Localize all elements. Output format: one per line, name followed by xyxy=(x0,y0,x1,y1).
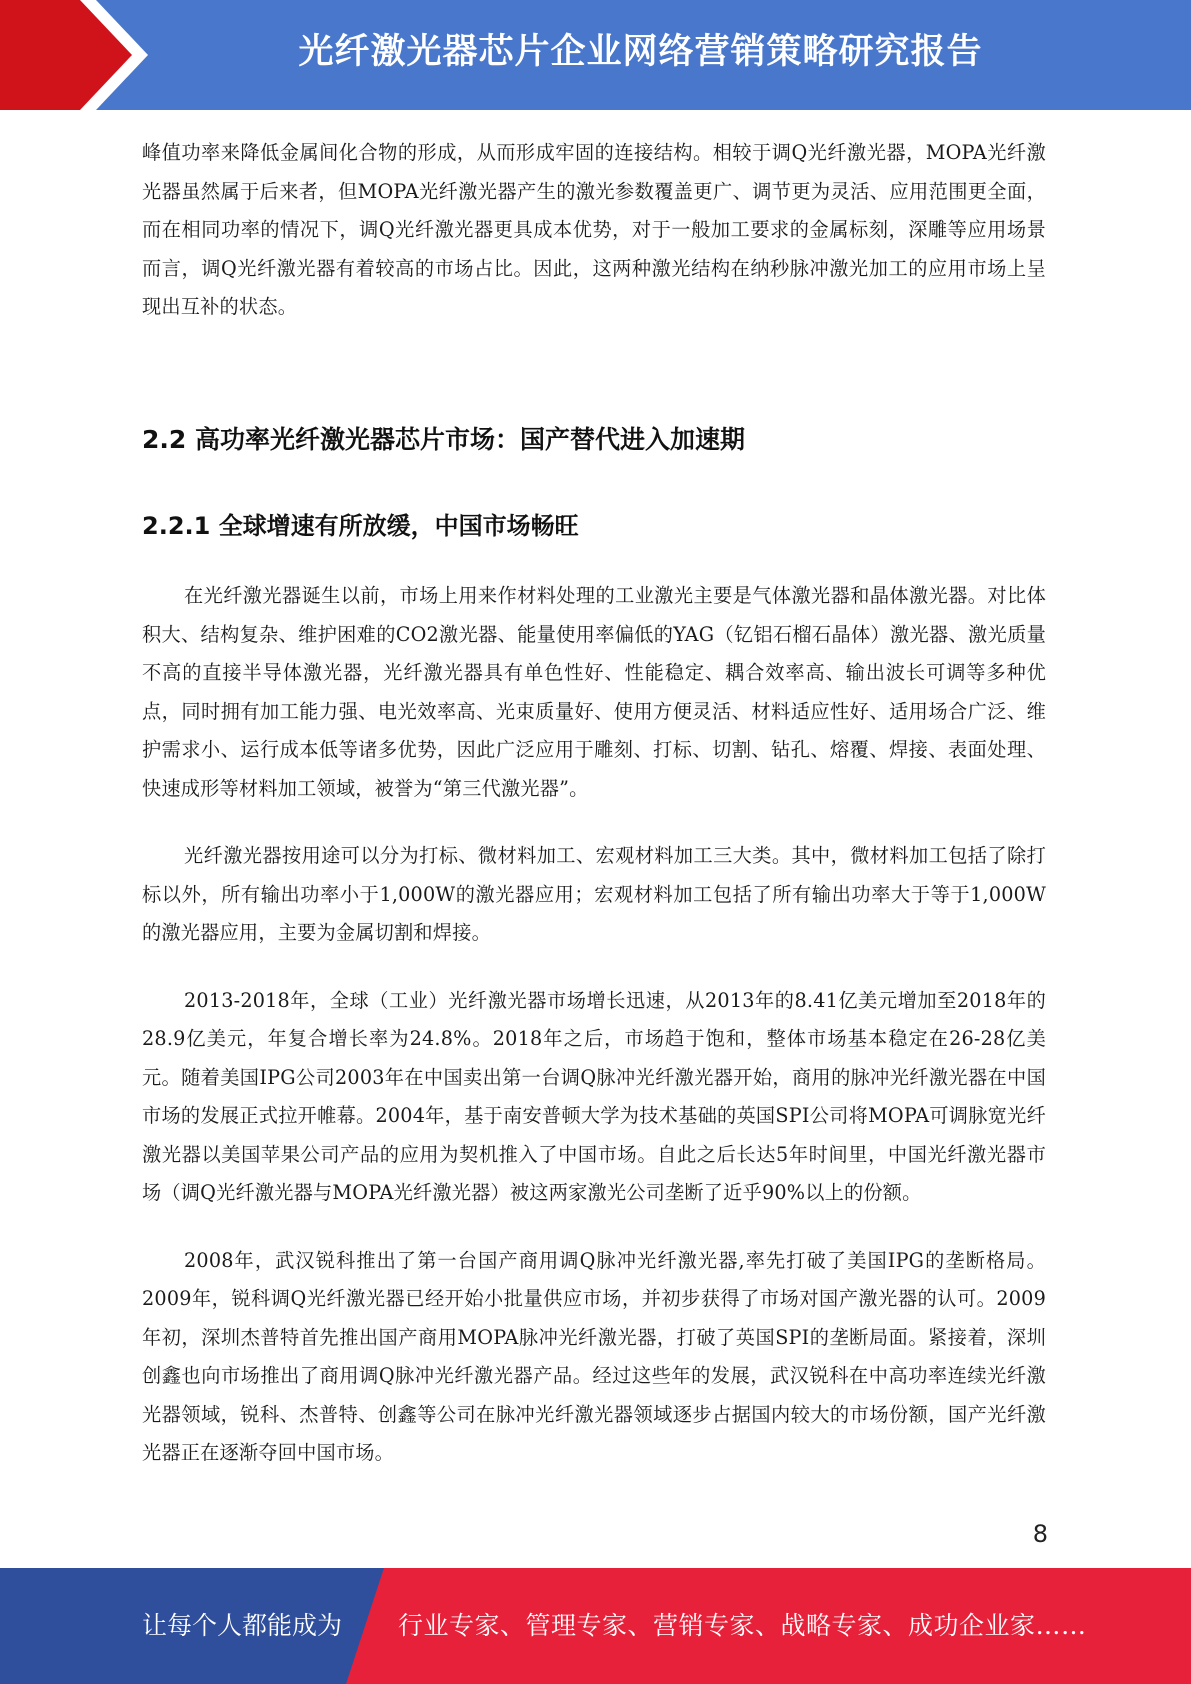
header-banner xyxy=(0,0,1191,110)
section-heading: 2.2 高功率光纤激光器芯片市场：国产替代进入加速期 xyxy=(142,425,745,454)
page-number: 8 xyxy=(1032,1520,1048,1548)
footer-slogan-right: 行业专家、管理专家、营销专家、战略专家、成功企业家…… xyxy=(398,1611,1087,1640)
footer-banner xyxy=(0,1568,1191,1684)
body-paragraph: 在光纤激光器诞生以前，市场上用来作材料处理的工业激光主要是气体激光器和晶体激光器。对比体积大、结构复杂、维护困难的CO2激光器、能量使用率偏低的YAG（钇铝石榴石晶体）激光器、激光质量不高的直接半导体激光器，光纤激光器具有单色性好、性能稳定、耦合效率高、输出波长可调等多种优点，同时拥有加工能力强、电光效率高、光束质量好、使用方便灵活、材料适应性好、适用场合广泛、维护需求小、运行成本低等诸多优势，因此广泛应用于雕刻、打标、切割、钻孔、熔覆、焊接、表面处理、快速成形等材料加工领域，被誉为“第三代激光器”。 xyxy=(142,584,1046,800)
intro-section xyxy=(142,134,1046,327)
body-paragraph: 2013-2018年，全球（工业）光纤激光器市场增长迅速，从2013年的8.41亿美元增加至2018年的28.9亿美元，年复合增长率为24.8%。2018年之后，市场趋于饱和，整体市场基本稳定在26-28亿美元。随着美国IPG公司2003年在中国卖出第一台调Q脉冲光纤激光器开始，商用的脉冲光纤激光器在中国市场的发展正式拉开帷幕。2004年，基于南安普顿大学为技术基础的英国SPI公司将MOPA可调脉宽光纤激光器以美国苹果公司产品的应用为契机推入了中国市场。自此之后长达5年时间里，中国光纤激光器市场（调Q光纤激光器与MOPA光纤激光器）被这两家激光公司垄断了近乎90%以上的份额。 xyxy=(142,988,1046,1204)
body-section xyxy=(142,577,1046,1473)
intro-paragraph: 峰值功率来降低金属间化合物的形成，从而形成牢固的连接结构。相较于调Q光纤激光器，MOPA光纤激光器虽然属于后来者，但MOPA光纤激光器产生的激光参数覆盖更广、调节更为灵活、应用范围更全面，而在相同功率的情况下，调Q光纤激光器更具成本优势，对于一般加工要求的金属标刻，深雕等应用场景而言，调Q光纤激光器有着较高的市场占比。因此，这两种激光结构在纳秒脉冲激光加工的应用市场上呈现出互补的状态。 xyxy=(142,141,1046,318)
subsection-heading: 2.2.1 全球增速有所放缓，中国市场畅旺 xyxy=(142,512,579,540)
body-paragraph: 2008年，武汉锐科推出了第一台国产商用调Q脉冲光纤激光器,率先打破了美国IPG的垄断格局。2009年，锐科调Q光纤激光器已经开始小批量供应市场，并初步获得了市场对国产激光器的认可。2009年初，深圳杰普特首先推出国产商用MOPA脉冲光纤激光器，打破了英国SPI的垄断局面。紧接着，深圳创鑫也向市场推出了商用调Q脉冲光纤激光器产品。经过这些年的发展，武汉锐科在中高功率连续光纤激光器领域，锐科、杰普特、创鑫等公司在脉冲光纤激光器领域逐步占据国内较大的市场份额，国产光纤激光器正在逐渐夺回中国市场。 xyxy=(142,1248,1046,1464)
report-title: 光纤激光器芯片企业网络营销策略研究报告 xyxy=(298,32,983,72)
body-paragraph: 光纤激光器按用途可以分为打标、微材料加工、宏观材料加工三大类。其中，微材料加工包括了除打标以外，所有输出功率小于1,000W的激光器应用；宏观材料加工包括了所有输出功率大于等于1,000W的激光器应用，主要为金属切割和焊接。 xyxy=(142,844,1046,944)
footer-slogan-left: 让每个人都能成为 xyxy=(142,1611,343,1640)
